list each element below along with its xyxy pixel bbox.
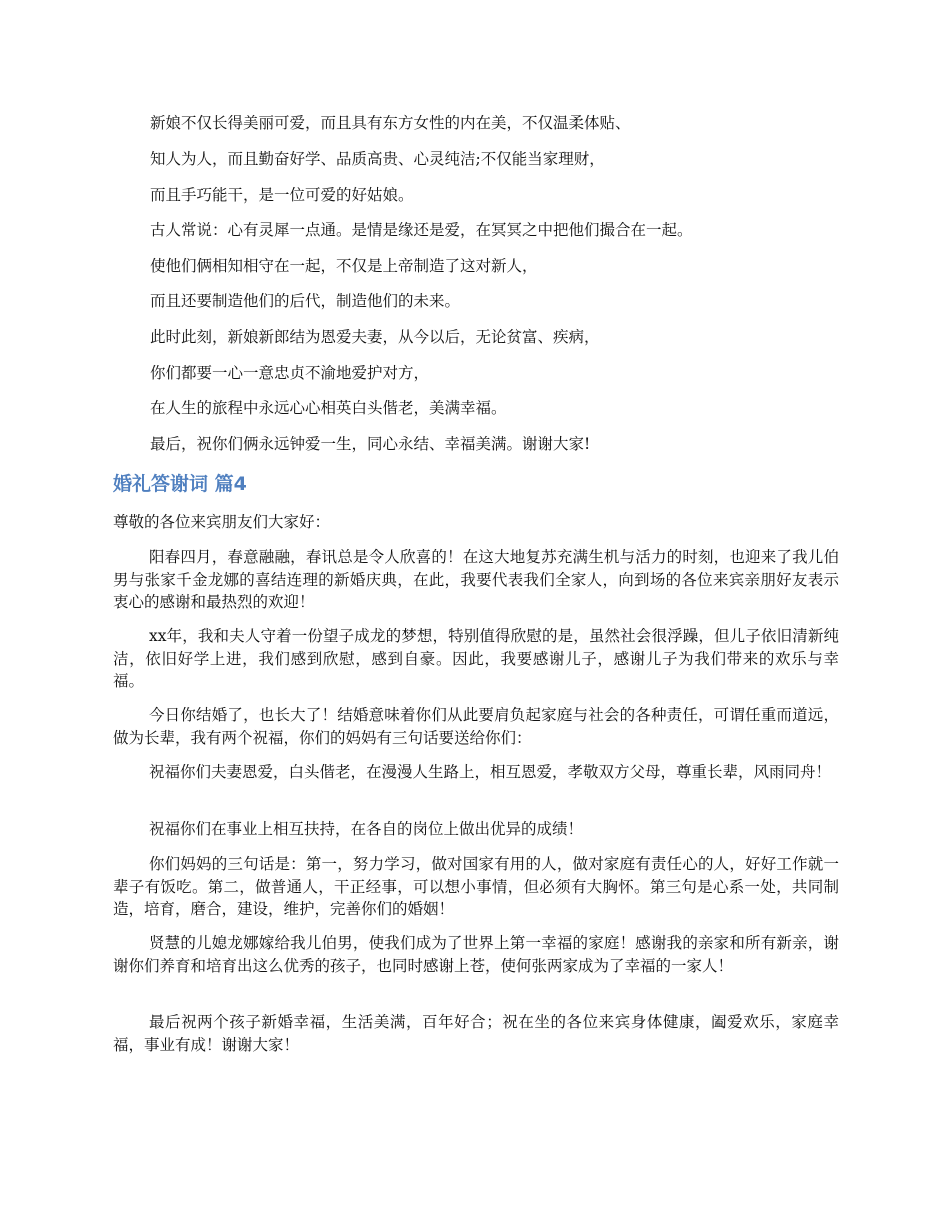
text-line: 而且还要制造他们的后代，制造他们的未来。 bbox=[150, 292, 461, 310]
text-line: 此时此刻，新娘新郎结为恩爱夫妻，从今以后，无论贫富、疾病， bbox=[150, 328, 600, 346]
text-line: 使他们俩相知相守在一起，不仅是上帝制造了这对新人， bbox=[150, 257, 538, 275]
paragraph: 贤慧的儿媳龙娜嫁给我儿伯男，使我们成为了世界上第一幸福的家庭！感谢我的亲家和所有新亲，谢谢你们养育和培育出这么优秀的孩子，也同时感谢上苍，使何张两家成为了幸福的一家人！ bbox=[113, 934, 839, 975]
paragraph: 最后祝两个孩子新婚幸福，生活美满，百年好合；祝在坐的各位来宾身体健康，阖爱欢乐，家庭幸福，事业有成！谢谢大家！ bbox=[113, 1013, 839, 1054]
section-heading: 婚礼答谢词 篇4 bbox=[113, 473, 247, 495]
text-line: 在人生的旅程中永远心心相英白头偕老，美满幸福。 bbox=[150, 399, 507, 417]
text-line: 古人常说：心有灵犀一点通。是情是缘还是爱，在冥冥之中把他们撮合在一起。 bbox=[150, 221, 693, 239]
text-line: 你们都要一心一意忠贞不渝地爱护对方， bbox=[150, 364, 430, 382]
paragraph: 阳春四月，春意融融，春讯总是令人欣喜的！在这大地复苏充满生机与活力的时刻，也迎来了我儿伯男与张家千金龙娜的喜结连理的新婚庆典，在此，我要代表我们全家人，向到场的各位来宾亲朋好友表示衷心的感谢和最热烈的欢迎！ bbox=[113, 548, 839, 611]
text-line: 最后，祝你们俩永远钟爱一生，同心永结、幸福美满。谢谢大家! bbox=[150, 435, 591, 453]
paragraph: 祝福你们夫妻恩爱，白头偕老，在漫漫人生路上，相互恩爱，孝敬双方父母，尊重长辈，风雨同舟！ bbox=[149, 763, 832, 781]
text-line: 知人为人，而且勤奋好学、品质高贵、心灵纯洁;不仅能当家理财， bbox=[150, 150, 605, 168]
paragraph: 祝福你们在事业上相互扶持，在各自的岗位上做出优异的成绩！ bbox=[149, 820, 584, 838]
greeting-line: 尊敬的各位来宾朋友们大家好： bbox=[113, 513, 331, 531]
text-line: 而且手巧能干，是一位可爱的好姑娘。 bbox=[150, 186, 414, 204]
text-line: 新娘不仅长得美丽可爱，而且具有东方女性的内在美，不仅温柔体贴、 bbox=[150, 114, 631, 132]
paragraph: 今日你结婚了，也长大了！结婚意味着你们从此要肩负起家庭与社会的各种责任，可谓任重而道远，做为长辈，我有两个祝福，你们的妈妈有三句话要送给你们： bbox=[113, 706, 839, 747]
paragraph: 你们妈妈的三句话是：第一，努力学习，做对国家有用的人，做对家庭有责任心的人，好好工作就一辈子有饭吃。第二，做普通人，干正经事，可以想小事情，但必须有大胸怀。第三句是心系一处，共同制造，培育，磨合，建设，维护，完善你们的婚姻！ bbox=[113, 855, 839, 918]
paragraph: xx年，我和夫人守着一份望子成龙的梦想，特别值得欣慰的是，虽然社会很浮躁，但儿子依旧清新纯洁，依旧好学上进，我们感到欣慰，感到自豪。因此，我要感谢儿子，感谢儿子为我们带来的欢乐与幸福。 bbox=[113, 627, 839, 690]
